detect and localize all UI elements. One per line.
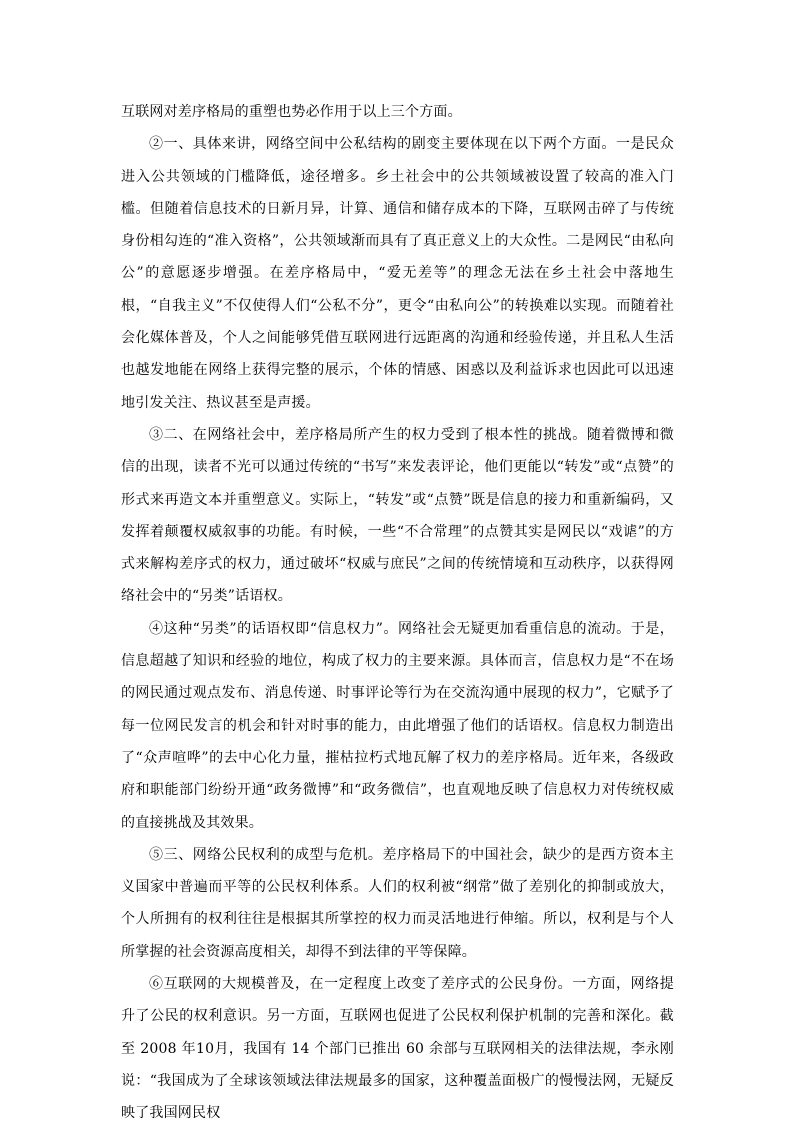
- paragraph-3: ③二、在网络社会中，差序格局所产生的权力受到了根本性的挑战。随着微博和微信的出现，读者不光可以通过传统的“书写”来发表评论，他们更能以“转发”或“点赞”的形式来再造文本并重塑意义。实际上，“转发”或“点赞”既是信息的接力和重新编码，又发挥着颠覆权威叙事的功能。有时候，一些“不合常理”的点赞其实是网民以“戏谑”的方式来解构差序式的权力，通过破坏“权威与庶民”之间的传统情境和互动秩序，以获得网络社会中的“另类”话语权。: [121, 426, 674, 605]
- paragraph-5: ⑤三、网络公民权利的成型与危机。差序格局下的中国社会，缺少的是西方资本主义国家中普遍而平等的公民权利体系。人们的权利被“纲常”做了差别化的抑制或放大，个人所拥有的权利往往是根据其所掌控的权力而灵活地进行伸缩。所以，权利是与个人所掌握的社会资源高度相关，却得不到法律的平等保障。: [121, 846, 674, 960]
- paragraph-6: ⑥互联网的大规模普及，在一定程度上改变了差序式的公民身份。一方面，网络提升了公民的权利意识。另一方面，互联网也促进了公民权利保护机制的完善和深化。截至 2008 年10月，我国有 14 个部门已推出 60 余部与互联网相关的法律法规，李永刚说：“我国成为了全球该领域法律法规最多的国家，这种覆盖面极广的慢慢法网，无疑反映了我国网民权: [121, 976, 674, 1122]
- paragraph-continuation: 互联网对差序格局的重塑也势必作用于以上三个方面。: [121, 104, 462, 120]
- paragraph-2: ②一、具体来讲，网络空间中公私结构的剧变主要体现在以下两个方面。一是民众进入公共领域的门槛降低，途径增多。乡土社会中的公共领域被设置了较高的准入门槛。但随着信息技术的日新月异，计算、通信和储存成本的下降，互联网击碎了与传统身份相勾连的“准入资格”，公共领域渐而具有了真正意义上的大众性。二是网民“由私向公”的意愿逐步增强。在差序格局中，“爱无差等”的理念无法在乡土社会中落地生根，“自我主义”不仅使得人们“公私不分”，更令“由私向公”的转换难以实现。而随着社会化媒体普及，个人之间能够凭借互联网进行远距离的沟通和经验传递，并且私人生活也越发地能在网络上获得完整的展示，个体的情感、困惑以及利益诉求也因此可以迅速地引发关注、热议甚至是声援。: [121, 136, 674, 411]
- document-body: [121, 96, 674, 1130]
- paragraph-4: ④这种“另类”的话语权即“信息权力”。网络社会无疑更加看重信息的流动。于是，信息超越了知识和经验的地位，构成了权力的主要来源。具体而言，信息权力是“不在场的网民通过观点发布、消息传递、时事评论等行为在交流沟通中展现的权力”，它赋予了每一位网民发言的机会和针对时事的能力，由此增强了他们的话语权。信息权力制造出了“众声喧哗”的去中心化力量，摧枯拉朽式地瓦解了权力的差序格局。近年来，各级政府和职能部门纷纷开通“政务微博”和“政务微信”，也直观地反映了信息权力对传统权威的直接挑战及其效果。: [121, 620, 674, 831]
